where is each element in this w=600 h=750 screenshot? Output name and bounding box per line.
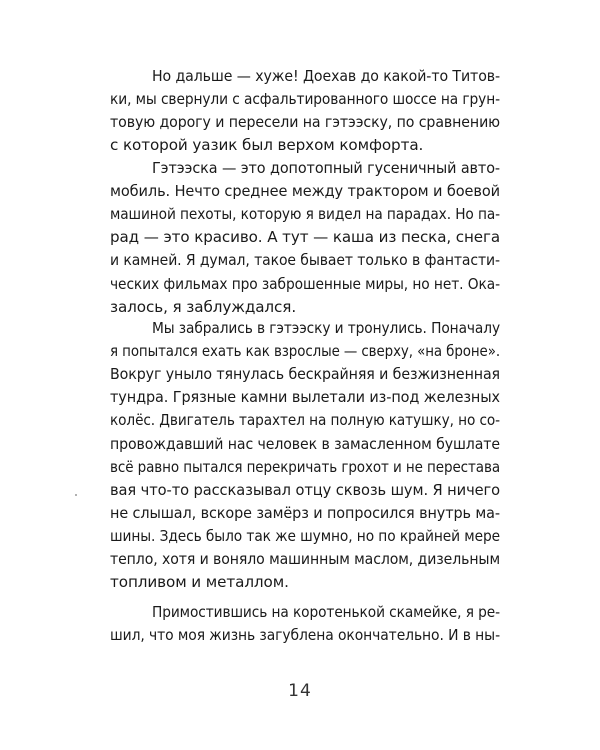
paragraph-first-line: Гэтээска — это допотопный гусеничный авто- [152, 159, 500, 177]
text-line: залось, я заблуждался. [110, 297, 297, 316]
text-line: и камней. Я думал, такое бывает только в фантасти- [110, 251, 500, 270]
text-line: всё равно пытался перекричать грохот и не перестава [110, 457, 500, 476]
text-line: ческих фильмах про заброшенные миры, но нет. Ока- [110, 274, 500, 293]
paragraph-first-line: Мы забрались в гэтээску и тронулись. Поначалу [152, 319, 500, 337]
text-line: провождавший нас человек в замасленном бушлате [110, 434, 500, 453]
text-line: рад — это красиво. А тут — каша из песка, снега [110, 228, 500, 247]
text-line: с которой уазик был верхом комфорта. [110, 136, 424, 155]
text-line: шил, что моя жизнь загублена окончательно. И в ны- [110, 626, 500, 645]
text-line: машиной пехоты, которую я видел на парадах. Но па- [110, 205, 500, 224]
text-line: топливом и металлом. [110, 573, 289, 592]
paragraph-first-line: Примостившись на коротенькой скамейке, я ре- [152, 603, 500, 621]
text-line: Вокруг уныло тянулась бескрайняя и безжизненная [110, 365, 500, 384]
text-line: тундра. Грязные камни вылетали из-под железных [110, 388, 500, 407]
page-number: 14 [288, 681, 312, 701]
text-line: колёс. Двигатель тарахтел на полную катушку, но со- [110, 411, 500, 430]
text-line: не слышал, вскоре замёрз и попросился внутрь ма- [110, 503, 500, 522]
paragraph-first-line: Но дальше — хуже! Доехав до какой-то Титов- [152, 67, 500, 85]
text-line: шины. Здесь было так же шумно, но по крайней мере [110, 526, 500, 545]
text-line: тепло, хотя и воняло машинным маслом, дизельным [110, 550, 500, 568]
text-line: я попытался ехать как взрослые — сверху, «на броне». [110, 342, 500, 361]
text-line: ки, мы свернули с асфальтированного шоссе на грун- [110, 90, 500, 109]
text-line: вая что-то рассказывал отцу сквозь шум. Я ничего [110, 480, 500, 499]
margin-speck [75, 494, 77, 496]
text-line: мобиль. Нечто среднее между трактором и боевой [110, 182, 500, 201]
text-line: товую дорогу и пересели на гэтээску, по сравнению [110, 113, 500, 132]
